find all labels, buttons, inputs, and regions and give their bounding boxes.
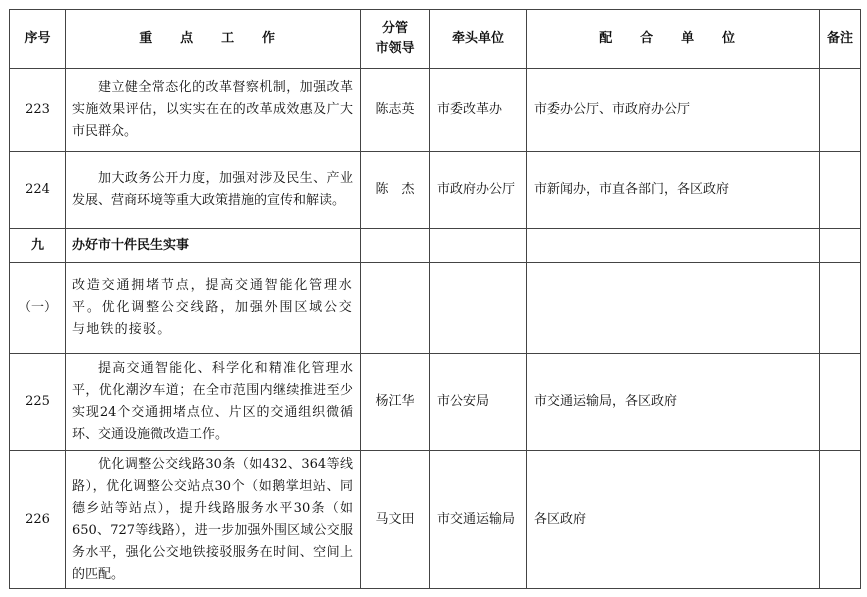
header-partners: 配 合 单 位 bbox=[527, 10, 820, 69]
row-partners: 市委办公厅、市政府办公厅 bbox=[527, 69, 820, 152]
section-row bbox=[10, 229, 861, 263]
row-leader: 陈志英 bbox=[361, 69, 430, 152]
table-row bbox=[10, 451, 861, 589]
header-work: 重 点 工 作 bbox=[66, 10, 361, 69]
row-remarks bbox=[820, 152, 861, 229]
subsection-row bbox=[10, 263, 861, 354]
row-work: 建立健全常态化的改革督察机制，加强改革实施效果评估，以实实在在的改革成效惠及广大市民群众。 bbox=[66, 69, 361, 152]
row-lead-unit bbox=[430, 263, 527, 354]
row-leader: 马文田 bbox=[361, 451, 430, 589]
row-work: 加大政务公开力度，加强对涉及民生、产业发展、营商环境等重大政策措施的宣传和解读。 bbox=[66, 152, 361, 229]
work-table bbox=[9, 9, 861, 589]
section-title: 办好市十件民生实事 bbox=[66, 229, 361, 263]
row-remarks bbox=[820, 229, 861, 263]
subsection-seq: （一） bbox=[10, 263, 66, 354]
row-partners: 各区政府 bbox=[527, 451, 820, 589]
row-partners: 市新闻办，市直各部门，各区政府 bbox=[527, 152, 820, 229]
row-lead-unit: 市政府办公厅 bbox=[430, 152, 527, 229]
row-remarks bbox=[820, 354, 861, 451]
header-seq: 序号 bbox=[10, 10, 66, 69]
row-leader: 陈 杰 bbox=[361, 152, 430, 229]
row-seq: 226 bbox=[10, 451, 66, 589]
row-partners: 市交通运输局，各区政府 bbox=[527, 354, 820, 451]
row-seq: 224 bbox=[10, 152, 66, 229]
row-leader: 杨江华 bbox=[361, 354, 430, 451]
table-row bbox=[10, 354, 861, 451]
row-partners bbox=[527, 229, 820, 263]
row-lead-unit bbox=[430, 229, 527, 263]
row-seq: 223 bbox=[10, 69, 66, 152]
row-remarks bbox=[820, 263, 861, 354]
subsection-work: 改造交通拥堵节点，提高交通智能化管理水平。优化调整公交线路，加强外围区域公交与地铁的接驳。 bbox=[66, 263, 361, 354]
row-seq: 225 bbox=[10, 354, 66, 451]
row-remarks bbox=[820, 69, 861, 152]
section-seq: 九 bbox=[10, 229, 66, 263]
row-leader bbox=[361, 263, 430, 354]
header-remarks: 备注 bbox=[820, 10, 861, 69]
row-remarks bbox=[820, 451, 861, 589]
header-leader: 分管 市领导 bbox=[361, 10, 430, 69]
table-row bbox=[10, 152, 861, 229]
row-leader bbox=[361, 229, 430, 263]
row-work: 提高交通智能化、科学化和精准化管理水平，优化潮汐车道；在全市范围内继续推进至少实现24个交通拥堵点位、片区的交通组织微循环、交通设施微改造工作。 bbox=[66, 354, 361, 451]
header-lead-unit: 牵头单位 bbox=[430, 10, 527, 69]
table-row bbox=[10, 69, 861, 152]
row-lead-unit: 市公安局 bbox=[430, 354, 527, 451]
row-work: 优化调整公交线路30条（如432、364等线路），优化调整公交站点30个（如鹅掌坦站、同德乡站等站点），提升线路服务水平30条（如650、727等线路），进一步加强外围区域公交服务水平，强化公交地铁接驳服务在时间、空间上的匹配。 bbox=[66, 451, 361, 589]
row-partners bbox=[527, 263, 820, 354]
row-lead-unit: 市交通运输局 bbox=[430, 451, 527, 589]
row-lead-unit: 市委改革办 bbox=[430, 69, 527, 152]
header-row bbox=[10, 10, 861, 69]
